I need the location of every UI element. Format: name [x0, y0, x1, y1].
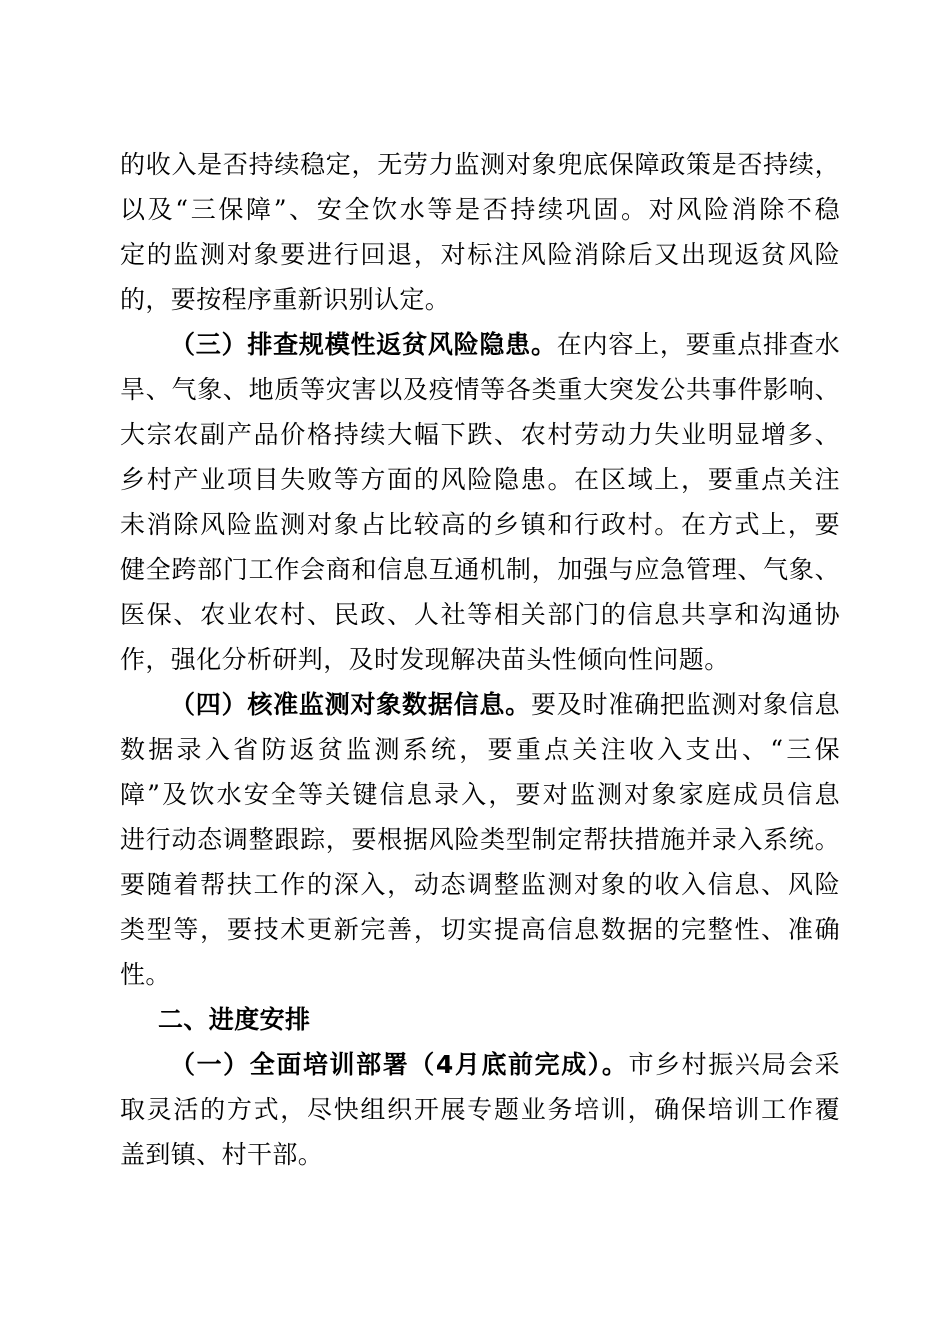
p2-first-rest: 在内容上，要重点排查水 — [556, 330, 840, 359]
p1-line-2: 以及“三保障”、安全饮水等是否持续巩固。对风险消除不稳 — [120, 195, 840, 224]
p3-first-rest: 要及时准确把监测对象信息 — [530, 690, 840, 719]
p3-line-6: 类型等，要技术更新完善，切实提高信息数据的完整性、准确 — [120, 915, 840, 944]
p4-line-1 — [170, 1047, 840, 1083]
p3-lead-heading: （四）核准监测对象数据信息。 — [170, 690, 531, 719]
p4-first-rest: 市乡村振兴局会采 — [628, 1050, 840, 1079]
p2-line-3: 大宗农副产品价格持续大幅下跌、农村劳动力失业明显增多、 — [120, 420, 840, 449]
p4-line-3: 盖到镇、村干部。 — [120, 1140, 324, 1169]
p4-line-2: 取灵活的方式，尽快组织开展专题业务培训，确保培训工作覆 — [120, 1095, 840, 1124]
p2-lead-heading: （三）排查规模性返贫风险隐患。 — [170, 330, 557, 359]
p2-line-4: 乡村产业项目失败等方面的风险隐患。在区域上，要重点关注 — [120, 465, 840, 494]
p2-line-5: 未消除风险监测对象占比较高的乡镇和行政村。在方式上，要 — [120, 510, 840, 539]
p2-line-8: 作，强化分析研判，及时发现解决苗头性倾向性问题。 — [120, 645, 730, 674]
p1-line-3: 定的监测对象要进行回退，对标注风险消除后又出现返贫风险 — [120, 240, 840, 269]
p2-line-6: 健全跨部门工作会商和信息互通机制，加强与应急管理、气象、 — [120, 555, 840, 584]
p3-line-2: 数据录入省防返贫监测系统，要重点关注收入支出、“三保 — [120, 735, 840, 764]
p2-line-2: 旱、气象、地质等灾害以及疫情等各类重大突发公共事件影响、 — [120, 375, 840, 404]
p3-line-7: 性。 — [120, 960, 171, 989]
p3-line-5: 要随着帮扶工作的深入，动态调整监测对象的收入信息、风险 — [120, 870, 840, 899]
p3-line-1 — [170, 687, 840, 723]
p1-line-4: 的，要按程序重新识别认定。 — [120, 285, 451, 314]
p2-line-1 — [170, 327, 840, 363]
p1-line-1: 的收入是否持续稳定，无劳力监测对象兜底保障政策是否持续， — [120, 150, 840, 179]
section-heading: 二、进度安排 — [158, 1005, 311, 1034]
p2-line-7: 医保、农业农村、民政、人社等相关部门的信息共享和沟通协 — [120, 600, 840, 629]
p4-lead-heading: （一）全面培训部署（4月底前完成）。 — [170, 1050, 629, 1079]
p3-line-4: 进行动态调整跟踪，要根据风险类型制定帮扶措施并录入系统。 — [120, 825, 840, 854]
p3-line-3: 障”及饮水安全等关键信息录入，要对监测对象家庭成员信息 — [120, 780, 840, 809]
